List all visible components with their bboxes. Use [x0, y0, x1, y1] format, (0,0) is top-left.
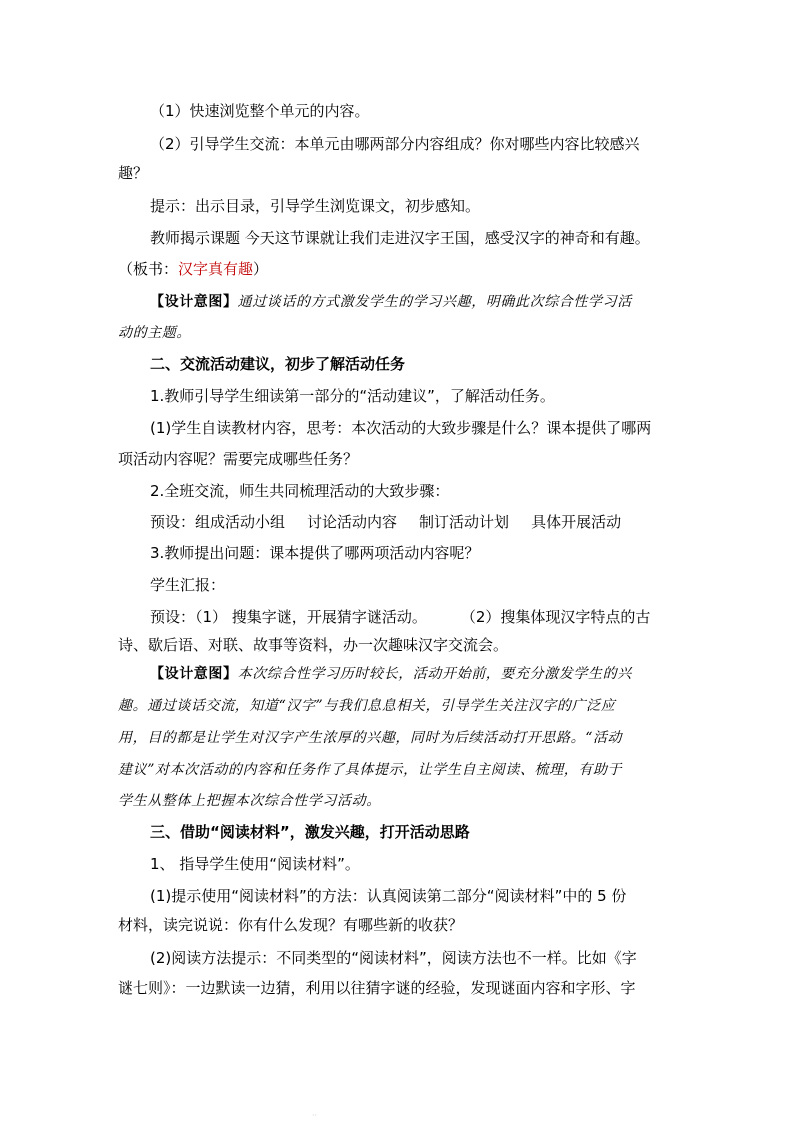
blackboard-suffix: ）	[253, 260, 269, 278]
step-item: 组成活动小组	[195, 513, 286, 531]
paragraph-line: 材料，读完说说：你有什么发现？有哪些新的收获？	[118, 916, 464, 934]
blackboard-title: 汉字真有趣	[178, 260, 254, 278]
paragraph-line: 教师揭示课题 今天这节课就让我们走进汉字王国，感受汉字的神奇和有趣。	[150, 229, 650, 247]
design-intent-text: 本次综合性学习历时较长，活动开始前，要充分激发学生的兴	[237, 666, 632, 682]
paragraph-line: 3.教师提出问题：课本提供了哪两项活动内容呢？	[150, 544, 480, 562]
paragraph-line: (2)阅读方法提示：不同类型的“阅读材料”，阅读方法也不一样。比如《字	[150, 949, 637, 967]
preset-item: 预设：（1） 搜集字谜，开展猜字谜活动。	[150, 608, 427, 626]
steps-prefix: 预设：	[150, 513, 196, 531]
paragraph-line: 项活动内容呢？需要完成哪些任务？	[118, 450, 359, 468]
paragraph-line: 2.全班交流，师生共同梳理活动的大致步骤：	[150, 482, 450, 500]
step-item: 具体开展活动	[531, 513, 622, 531]
paragraph-line: 诗、歇后语、对联、故事等资料，办一次趣味汉字交流会。	[118, 636, 509, 654]
design-intent-text: 学生从整体上把握本次综合性学习活动。	[118, 793, 381, 809]
paragraph-line: (1)提示使用“阅读材料”的方法：认真阅读第二部分“阅读材料”中的 5 份	[150, 887, 627, 905]
design-intent-text: 动的主题。	[118, 325, 191, 341]
section-heading: 三、借助“阅读材料”，激发兴趣，打开活动思路	[150, 823, 470, 841]
design-intent-text: 用，目的都是让学生对汉字产生浓厚的兴趣，同时为后续活动打开思路。“活动	[118, 730, 623, 746]
paragraph-line: 谜七则》：一边默读一边猜，利用以往猜字谜的经验，发现谜面内容和字形、字	[118, 979, 636, 997]
design-intent-note	[150, 292, 690, 312]
paragraph-line: 趣？	[118, 164, 149, 182]
design-intent-label: 【设计意图】	[150, 666, 238, 682]
steps-line	[150, 512, 690, 532]
design-intent-text: 建议”对本次活动的内容和任务作了具体提示，让学生自主阅读、梳理，有助于	[118, 762, 623, 778]
paragraph-line: 提示：出示目录，引导学生浏览课文，初步感知。	[150, 197, 481, 215]
paragraph-line: （1）快速浏览整个单元的内容。	[150, 102, 370, 120]
paragraph-line	[150, 607, 690, 627]
blackboard-note	[118, 259, 658, 279]
paragraph-line: 1.教师引导学生细读第一部分的“活动建议”，了解活动任务。	[150, 387, 555, 405]
design-intent-text: 通过谈话的方式激发学生的学习兴趣，明确此次综合性学习活	[237, 294, 632, 310]
design-intent-note	[150, 664, 690, 684]
step-item: 讨论活动内容	[307, 513, 398, 531]
footer-mark: ··	[312, 1111, 318, 1120]
step-item: 制订活动计划	[419, 513, 510, 531]
paragraph-line: （2）引导学生交流：本单元由哪两部分内容组成？你对哪些内容比较感兴	[150, 135, 640, 153]
design-intent-label: 【设计意图】	[150, 294, 238, 310]
preset-item: （2）搜集体现汉字特点的古	[460, 608, 651, 626]
paragraph-line: (1)学生自读教材内容，思考：本次活动的大致步骤是什么？课本提供了哪两	[150, 419, 652, 437]
section-heading: 二、交流活动建议，初步了解活动任务	[150, 355, 406, 373]
paragraph-line: 学生汇报：	[150, 576, 226, 594]
blackboard-prefix: （板书：	[118, 260, 179, 278]
design-intent-text: 趣。通过谈话交流，知道“汉字”与我们息息相关，引导学生关注汉字的广泛应	[118, 698, 616, 714]
paragraph-line: 1、 指导学生使用“阅读材料”。	[150, 855, 360, 873]
